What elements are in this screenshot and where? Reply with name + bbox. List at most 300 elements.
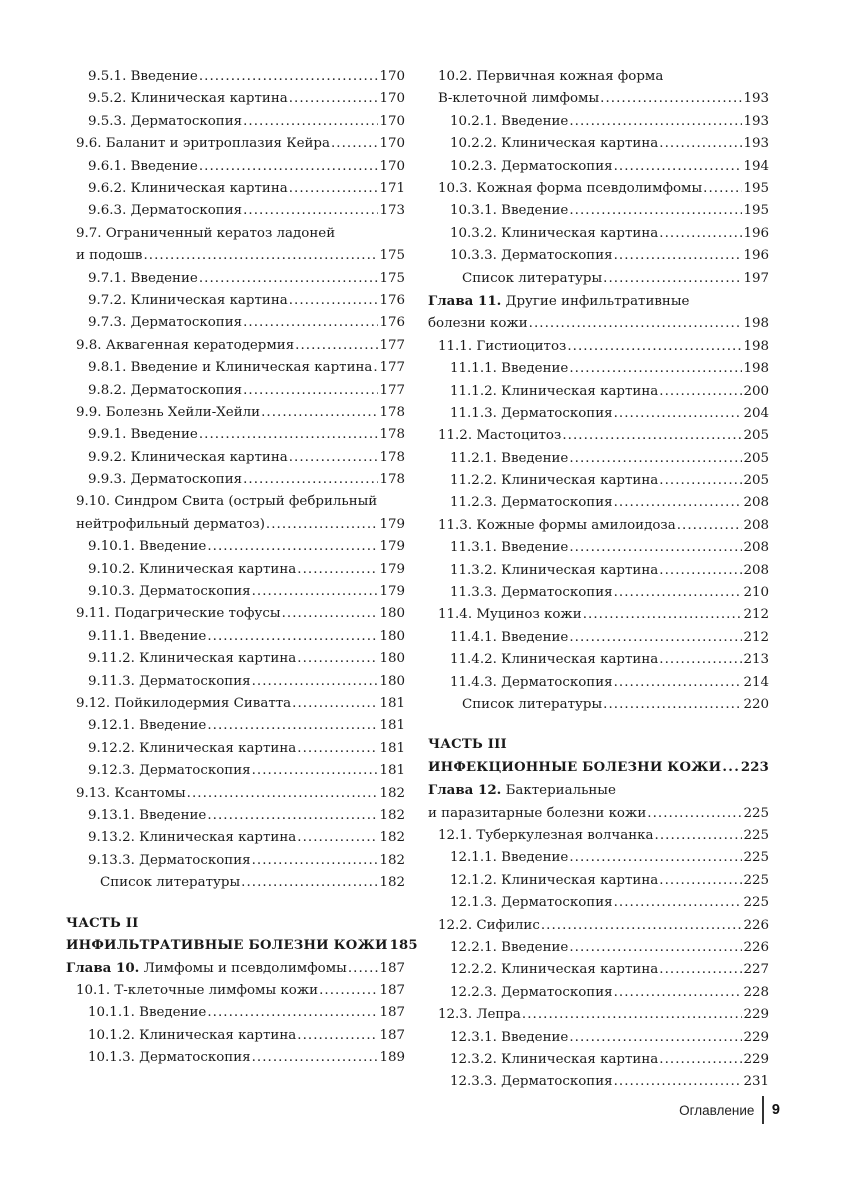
entry-title: 9.11.3. Дерматоскопия bbox=[88, 673, 251, 689]
toc-subsection-entry[interactable] bbox=[428, 403, 769, 425]
page-ref: 212 bbox=[743, 629, 769, 645]
page-ref: 182 bbox=[379, 852, 405, 868]
entry-title: 10.2.3. Дерматоскопия bbox=[450, 158, 613, 174]
toc-part-heading[interactable] bbox=[428, 734, 769, 779]
entry-title: 12.2.3. Дерматоскопия bbox=[450, 984, 613, 1000]
page-ref: 176 bbox=[379, 315, 405, 331]
entry-title: 12.3.2. Клиническая картина bbox=[450, 1051, 659, 1067]
toc-subsection-entry[interactable] bbox=[66, 200, 405, 222]
toc-section-entry[interactable] bbox=[66, 603, 405, 625]
entry-title: Список литературы bbox=[462, 270, 603, 286]
toc-subsection-entry[interactable] bbox=[428, 627, 769, 649]
toc-subsection-entry[interactable] bbox=[428, 937, 769, 959]
entry-title: 10.3.2. Клиническая картина bbox=[450, 225, 659, 241]
entry-title: ИНФЕКЦИОННЫЕ БОЛЕЗНИ КОЖИ bbox=[428, 759, 722, 775]
page-ref: 175 bbox=[379, 248, 405, 264]
dot-leader bbox=[252, 671, 379, 693]
dot-leader bbox=[522, 1004, 743, 1026]
page-ref: 198 bbox=[743, 316, 769, 332]
dot-leader bbox=[600, 88, 742, 110]
page-ref: 170 bbox=[379, 136, 405, 152]
dot-leader bbox=[282, 603, 379, 625]
page-ref: 204 bbox=[743, 405, 769, 421]
entry-title: 9.12. Пойкилодермия Сиватта bbox=[76, 696, 292, 711]
dot-leader bbox=[289, 447, 379, 469]
page-ref: 179 bbox=[379, 539, 405, 555]
page-ref: 177 bbox=[379, 360, 405, 376]
dot-leader bbox=[207, 805, 378, 827]
toc-section-entry[interactable] bbox=[428, 604, 769, 626]
toc-part-heading[interactable] bbox=[66, 913, 418, 958]
page-ref: 187 bbox=[379, 1027, 405, 1043]
dot-leader bbox=[207, 715, 378, 737]
toc-references-entry[interactable] bbox=[428, 268, 769, 290]
toc-subsection-entry[interactable] bbox=[428, 649, 769, 671]
page-ref: 170 bbox=[379, 91, 405, 107]
page-footer bbox=[679, 1096, 780, 1124]
entry-title: 11.2.2. Клиническая картина bbox=[450, 473, 659, 489]
toc-section-entry[interactable] bbox=[428, 336, 769, 358]
toc-subsection-entry[interactable] bbox=[66, 805, 405, 827]
dot-leader bbox=[659, 959, 742, 981]
toc-subsection-entry[interactable] bbox=[66, 178, 405, 200]
page-ref: 178 bbox=[379, 449, 405, 465]
entry-title: и паразитарные болезни кожи bbox=[428, 805, 647, 821]
page-ref: 177 bbox=[379, 337, 405, 353]
page-ref: 193 bbox=[743, 136, 769, 152]
toc-section-entry[interactable] bbox=[66, 402, 405, 424]
page-ref: 229 bbox=[743, 1007, 769, 1023]
toc-section-entry[interactable] bbox=[428, 178, 769, 200]
section-gap bbox=[428, 716, 769, 734]
page-ref: 200 bbox=[743, 383, 769, 399]
entry-title: 11.3.3. Дерматоскопия bbox=[450, 585, 613, 601]
dot-leader bbox=[241, 872, 378, 894]
page-ref: 225 bbox=[743, 828, 769, 844]
page-ref: 208 bbox=[743, 517, 769, 533]
page-ref: 223 bbox=[740, 759, 769, 775]
page-number: 9 bbox=[771, 1102, 780, 1118]
toc-subsection-entry[interactable] bbox=[428, 133, 769, 155]
dot-leader bbox=[143, 245, 378, 267]
entry-title: 12.2. Сифилис bbox=[438, 917, 540, 933]
toc-subsection-entry[interactable] bbox=[66, 290, 405, 312]
toc-subsection-entry[interactable] bbox=[428, 982, 769, 1004]
entry-title-line: Другие инфильтративные bbox=[505, 293, 690, 309]
entry-title: 11.2. Мастоцитоз bbox=[438, 428, 562, 444]
entry-title: 9.13.1. Введение bbox=[88, 807, 207, 823]
page-ref: 225 bbox=[743, 872, 769, 888]
page-ref: 229 bbox=[743, 1051, 769, 1067]
entry-title: 10.2.1. Введение bbox=[450, 113, 569, 129]
toc-subsection-entry[interactable] bbox=[428, 537, 769, 559]
dot-leader bbox=[295, 335, 378, 357]
toc-subsection-entry[interactable] bbox=[66, 1002, 405, 1024]
toc-section-entry[interactable] bbox=[66, 223, 405, 268]
page-ref: 208 bbox=[743, 540, 769, 556]
toc-section-entry[interactable] bbox=[428, 825, 769, 847]
entry-title: нейтрофильный дерматоз) bbox=[76, 516, 265, 532]
toc-section-entry[interactable] bbox=[66, 491, 405, 536]
toc-subsection-entry[interactable] bbox=[66, 536, 405, 558]
dot-leader bbox=[614, 892, 743, 914]
toc-section-entry[interactable] bbox=[428, 515, 769, 537]
page-ref: 180 bbox=[379, 673, 405, 689]
dot-leader bbox=[659, 870, 742, 892]
toc-subsection-entry[interactable] bbox=[66, 738, 405, 760]
entry-title: 9.8. Аквагенная кератодермия bbox=[76, 337, 295, 353]
entry-title: 12.3.3. Дерматоскопия bbox=[450, 1074, 613, 1090]
dot-leader bbox=[199, 156, 379, 178]
entry-title: Список литературы bbox=[462, 697, 603, 712]
dot-leader bbox=[614, 982, 743, 1004]
page-ref: 178 bbox=[379, 472, 405, 488]
toc-subsection-entry[interactable] bbox=[428, 672, 769, 694]
entry-title-line: 9.10. Синдром Свита (острый фебрильный bbox=[76, 494, 378, 510]
page-ref: 198 bbox=[743, 338, 769, 354]
page-ref: 187 bbox=[379, 982, 405, 998]
toc-chapter-heading[interactable] bbox=[428, 779, 769, 825]
entry-title: 11.2.1. Введение bbox=[450, 450, 569, 466]
page-ref: 170 bbox=[379, 158, 405, 174]
toc-subsection-entry[interactable] bbox=[66, 581, 405, 603]
toc-section-entry[interactable] bbox=[66, 980, 405, 1002]
entry-title: 9.12.3. Дерматоскопия bbox=[88, 763, 251, 779]
page-ref: 180 bbox=[379, 606, 405, 622]
dot-leader bbox=[252, 581, 379, 603]
toc-subsection-entry[interactable] bbox=[66, 827, 405, 849]
page-ref: 197 bbox=[743, 270, 769, 286]
toc-subsection-entry[interactable] bbox=[428, 448, 769, 470]
toc-right-column bbox=[428, 66, 769, 1094]
chapter-number: Глава 12. bbox=[428, 782, 502, 799]
dot-leader bbox=[703, 178, 742, 200]
page-ref: 173 bbox=[379, 203, 405, 219]
page-ref: 180 bbox=[379, 651, 405, 667]
entry-title: 9.11. Подагрические тофусы bbox=[76, 606, 281, 622]
entry-title: 9.10.3. Дерматоскопия bbox=[88, 584, 251, 600]
entry-title: 11.3.2. Клиническая картина bbox=[450, 562, 659, 578]
entry-title: 10.1. Т-клеточные лимфомы кожи bbox=[76, 982, 319, 998]
toc-subsection-entry[interactable] bbox=[66, 1025, 405, 1047]
entry-title: и подошв bbox=[76, 248, 143, 264]
page-ref: 189 bbox=[379, 1049, 405, 1065]
entry-title: 10.1.1. Введение bbox=[88, 1005, 207, 1021]
page-ref: 193 bbox=[743, 113, 769, 129]
toc-subsection-entry[interactable] bbox=[66, 559, 405, 581]
entry-title: ИНФИЛЬТРАТИВНЫЕ БОЛЕЗНИ КОЖИ bbox=[66, 937, 388, 953]
toc-subsection-entry[interactable] bbox=[428, 582, 769, 604]
entry-title: 9.9.1. Введение bbox=[88, 427, 198, 443]
entry-title: Лимфомы и псевдолимфомы bbox=[143, 961, 347, 977]
page-ref: 180 bbox=[379, 628, 405, 644]
dot-leader bbox=[647, 803, 742, 825]
toc-subsection-entry[interactable] bbox=[66, 312, 405, 334]
page-ref: 182 bbox=[379, 875, 405, 891]
entry-title: 11.3. Кожные формы амилоидоза bbox=[438, 517, 676, 533]
entry-title: 9.13.2. Клиническая картина bbox=[88, 830, 297, 846]
toc-subsection-entry[interactable] bbox=[66, 626, 405, 648]
entry-title: 10.3. Кожная форма псевдолимфомы bbox=[438, 180, 703, 196]
dot-leader bbox=[659, 381, 742, 403]
toc-subsection-entry[interactable] bbox=[428, 245, 769, 267]
chapter-number: Глава 10. bbox=[66, 960, 140, 977]
dot-leader bbox=[266, 514, 379, 536]
page-ref: 175 bbox=[379, 270, 405, 286]
toc-section-entry[interactable] bbox=[428, 425, 769, 447]
entry-title: 11.1.3. Дерматоскопия bbox=[450, 405, 613, 421]
entry-title-line: 10.2. Первичная кожная форма bbox=[438, 69, 664, 84]
entry-title: 12.3. Лепра bbox=[438, 1007, 521, 1023]
entry-title: 9.6.3. Дерматоскопия bbox=[88, 203, 243, 219]
toc-subsection-entry[interactable] bbox=[66, 671, 405, 693]
page-ref: 170 bbox=[379, 69, 405, 84]
page-ref: 205 bbox=[743, 428, 769, 444]
toc-chapter-heading[interactable] bbox=[428, 290, 769, 336]
entry-title: 9.6.1. Введение bbox=[88, 158, 198, 174]
page-ref: 193 bbox=[743, 91, 769, 107]
dot-leader bbox=[614, 156, 743, 178]
toc-subsection-entry[interactable] bbox=[428, 223, 769, 245]
toc-chapter-heading[interactable] bbox=[66, 957, 405, 979]
dot-leader bbox=[569, 448, 742, 470]
page-ref: 208 bbox=[743, 562, 769, 578]
dot-leader bbox=[529, 313, 743, 335]
dot-leader bbox=[567, 336, 742, 358]
toc-subsection-entry[interactable] bbox=[428, 959, 769, 981]
toc-section-entry[interactable] bbox=[428, 1004, 769, 1026]
toc-subsection-entry[interactable] bbox=[428, 111, 769, 133]
entry-title: 11.4.2. Клиническая картина bbox=[450, 652, 659, 668]
entry-title: 9.7.1. Введение bbox=[88, 270, 198, 286]
page-ref: 226 bbox=[743, 939, 769, 955]
page-ref: 225 bbox=[743, 850, 769, 866]
page-ref: 194 bbox=[743, 158, 769, 174]
page-ref: 212 bbox=[743, 607, 769, 623]
entry-title: 11.4.1. Введение bbox=[450, 629, 569, 645]
page-ref: 170 bbox=[379, 113, 405, 129]
entry-title: 9.8.1. Введение и Клиническая картина bbox=[88, 360, 373, 376]
toc-subsection-entry[interactable] bbox=[66, 66, 405, 88]
entry-title: 9.9. Болезнь Хейли-Хейли bbox=[76, 404, 261, 420]
dot-leader bbox=[297, 827, 378, 849]
entry-title: 12.1.1. Введение bbox=[450, 850, 569, 866]
toc-subsection-entry[interactable] bbox=[428, 200, 769, 222]
dot-leader bbox=[252, 850, 379, 872]
page-ref: 171 bbox=[379, 180, 405, 196]
chapter-number: Глава 11. bbox=[428, 292, 502, 309]
page-ref: 181 bbox=[379, 740, 405, 756]
entry-title: 10.2.2. Клиническая картина bbox=[450, 136, 659, 152]
entry-title: 11.1.2. Клиническая картина bbox=[450, 383, 659, 399]
entry-title: 11.2.3. Дерматоскопия bbox=[450, 495, 613, 511]
dot-leader bbox=[659, 133, 742, 155]
page-ref: 182 bbox=[379, 785, 405, 801]
page-ref: 177 bbox=[379, 382, 405, 398]
dot-leader bbox=[614, 582, 743, 604]
toc-section-entry[interactable] bbox=[66, 335, 405, 357]
page-ref: 179 bbox=[379, 516, 405, 532]
page-ref: 182 bbox=[379, 830, 405, 846]
page-ref: 195 bbox=[743, 180, 769, 196]
page-ref: 181 bbox=[379, 763, 405, 779]
entry-title: 11.4. Муциноз кожи bbox=[438, 607, 582, 623]
dot-leader bbox=[569, 937, 742, 959]
toc-section-entry[interactable] bbox=[66, 133, 405, 155]
page-ref: 228 bbox=[743, 984, 769, 1000]
toc-subsection-entry[interactable] bbox=[428, 381, 769, 403]
dot-leader bbox=[614, 672, 743, 694]
page-ref: 231 bbox=[743, 1074, 769, 1090]
toc-subsection-entry[interactable] bbox=[66, 760, 405, 782]
entry-title: болезни кожи bbox=[428, 316, 528, 332]
dot-leader bbox=[659, 649, 742, 671]
page-ref: 196 bbox=[743, 225, 769, 241]
page-ref: 178 bbox=[379, 427, 405, 443]
entry-title: 9.5.3. Дерматоскопия bbox=[88, 113, 243, 129]
dot-leader bbox=[331, 133, 378, 155]
page-ref: 195 bbox=[743, 203, 769, 219]
entry-title: 9.9.3. Дерматоскопия bbox=[88, 472, 243, 488]
dot-leader bbox=[207, 626, 378, 648]
dot-leader bbox=[297, 559, 378, 581]
dot-leader bbox=[659, 560, 742, 582]
dot-leader bbox=[252, 1047, 379, 1069]
page-ref: 226 bbox=[743, 917, 769, 933]
dot-leader bbox=[659, 1049, 742, 1071]
toc-references-entry[interactable] bbox=[428, 694, 769, 716]
entry-title: 9.13. Ксантомы bbox=[76, 785, 186, 801]
dot-leader bbox=[199, 424, 379, 446]
toc-subsection-entry[interactable] bbox=[66, 380, 405, 402]
page-ref: 187 bbox=[379, 1005, 405, 1021]
entry-title-line: ЧАСТЬ III bbox=[428, 737, 507, 753]
toc-section-entry[interactable] bbox=[428, 915, 769, 937]
page-ref: 225 bbox=[743, 805, 769, 821]
dot-leader bbox=[569, 358, 742, 380]
toc-subsection-entry[interactable] bbox=[66, 268, 405, 290]
toc-subsection-entry[interactable] bbox=[428, 870, 769, 892]
entry-title: 9.10.1. Введение bbox=[88, 539, 207, 555]
dot-leader bbox=[569, 200, 742, 222]
entry-title: 10.3.1. Введение bbox=[450, 203, 569, 219]
page-ref: 205 bbox=[743, 473, 769, 489]
running-footer-section: Оглавление bbox=[679, 1102, 755, 1118]
page-ref: 214 bbox=[743, 674, 769, 690]
dot-leader bbox=[297, 738, 378, 760]
dot-leader bbox=[614, 245, 743, 267]
dot-leader bbox=[614, 492, 743, 514]
dot-leader bbox=[243, 111, 378, 133]
entry-title: 9.6. Баланит и эритроплазия Кейра bbox=[76, 136, 330, 152]
dot-leader bbox=[603, 694, 742, 716]
entry-title: 9.11.2. Клиническая картина bbox=[88, 651, 297, 667]
toc-subsection-entry[interactable] bbox=[66, 447, 405, 469]
toc-section-entry[interactable] bbox=[66, 693, 405, 715]
dot-leader bbox=[243, 469, 378, 491]
toc-subsection-entry[interactable] bbox=[428, 560, 769, 582]
dot-leader bbox=[373, 357, 378, 379]
page-ref: 185 bbox=[389, 937, 418, 953]
entry-title: 9.9.2. Клиническая картина bbox=[88, 449, 288, 465]
dot-leader bbox=[614, 403, 743, 425]
toc-subsection-entry[interactable] bbox=[66, 469, 405, 491]
toc-subsection-entry[interactable] bbox=[66, 715, 405, 737]
entry-title-line: 9.7. Ограниченный кератоз ладоней bbox=[76, 225, 336, 241]
dot-leader bbox=[207, 536, 378, 558]
entry-title: 9.5.1. Введение bbox=[88, 69, 198, 84]
entry-title: 10.3.3. Дерматоскопия bbox=[450, 248, 613, 264]
toc-left-column bbox=[66, 66, 418, 1069]
toc-subsection-entry[interactable] bbox=[66, 850, 405, 872]
page-ref: 225 bbox=[743, 895, 769, 911]
toc-subsection-entry[interactable] bbox=[66, 1047, 405, 1069]
entry-title-line: ЧАСТЬ II bbox=[66, 915, 139, 931]
entry-title: 9.8.2. Дерматоскопия bbox=[88, 382, 243, 398]
entry-title: В-клеточной лимфомы bbox=[438, 91, 600, 107]
dot-leader bbox=[541, 915, 743, 937]
toc-subsection-entry[interactable] bbox=[428, 470, 769, 492]
dot-leader bbox=[199, 268, 379, 290]
page-ref: 176 bbox=[379, 292, 405, 308]
page-ref: 196 bbox=[743, 248, 769, 264]
toc-subsection-entry[interactable] bbox=[428, 847, 769, 869]
dot-leader bbox=[562, 425, 742, 447]
dot-leader bbox=[677, 515, 743, 537]
entry-title: 10.1.2. Клиническая картина bbox=[88, 1027, 297, 1043]
toc-subsection-entry[interactable] bbox=[66, 424, 405, 446]
page-ref: 220 bbox=[743, 697, 769, 712]
dot-leader bbox=[207, 1002, 378, 1024]
toc-subsection-entry[interactable] bbox=[428, 1027, 769, 1049]
toc-subsection-entry[interactable] bbox=[428, 492, 769, 514]
toc-section-entry[interactable] bbox=[428, 66, 769, 111]
toc-section-entry[interactable] bbox=[66, 783, 405, 805]
toc-subsection-entry[interactable] bbox=[66, 357, 405, 379]
entry-title: 9.7.3. Дерматоскопия bbox=[88, 315, 243, 331]
toc-subsection-entry[interactable] bbox=[428, 1049, 769, 1071]
dot-leader bbox=[603, 268, 742, 290]
toc-subsection-entry[interactable] bbox=[66, 156, 405, 178]
entry-title: 12.3.1. Введение bbox=[450, 1029, 569, 1045]
entry-title: 11.1. Гистиоцитоз bbox=[438, 338, 567, 354]
toc-subsection-entry[interactable] bbox=[428, 892, 769, 914]
toc-subsection-entry[interactable] bbox=[66, 111, 405, 133]
toc-references-entry[interactable] bbox=[66, 872, 405, 894]
toc-subsection-entry[interactable] bbox=[66, 648, 405, 670]
entry-title: 9.10.2. Клиническая картина bbox=[88, 561, 297, 577]
toc-subsection-entry[interactable] bbox=[428, 1071, 769, 1093]
toc-subsection-entry[interactable] bbox=[428, 156, 769, 178]
dot-leader bbox=[252, 760, 379, 782]
page-ref: 182 bbox=[379, 807, 405, 823]
dot-leader bbox=[659, 470, 742, 492]
toc-subsection-entry[interactable] bbox=[428, 358, 769, 380]
section-gap bbox=[66, 895, 405, 913]
entry-title: 9.12.2. Клиническая картина bbox=[88, 740, 297, 756]
page-ref: 229 bbox=[743, 1029, 769, 1045]
entry-title: 12.1.2. Клиническая картина bbox=[450, 872, 659, 888]
page-ref: 187 bbox=[379, 961, 405, 977]
dot-leader bbox=[243, 200, 378, 222]
dot-leader bbox=[289, 88, 379, 110]
entry-title: 12.1. Туберкулезная волчанка bbox=[438, 828, 654, 844]
dot-leader bbox=[659, 223, 742, 245]
page-ref: 178 bbox=[379, 404, 405, 420]
dot-leader bbox=[289, 290, 379, 312]
dot-leader bbox=[569, 847, 742, 869]
toc-subsection-entry[interactable] bbox=[66, 88, 405, 110]
